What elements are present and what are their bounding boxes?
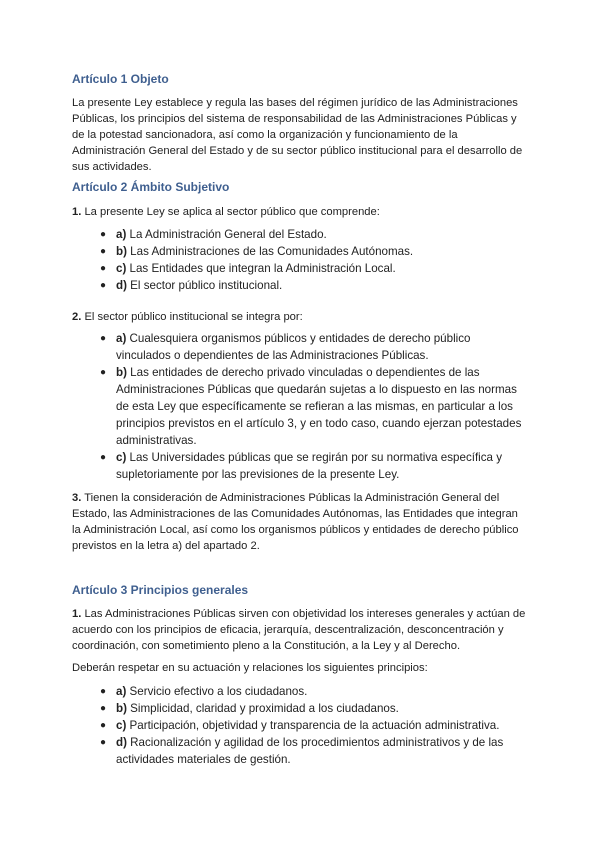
bullet-icon: ● bbox=[100, 720, 107, 731]
item-label: b) bbox=[116, 245, 127, 258]
item-label: d) bbox=[116, 736, 127, 749]
list-item bbox=[72, 449, 528, 483]
bullet-icon: ● bbox=[100, 229, 107, 240]
list-item bbox=[72, 700, 528, 717]
item-label: d) bbox=[116, 279, 127, 292]
item-text: Las Universidades públicas que se regirán por su normativa específica y supletoriamente por las previsiones de la presente Ley. bbox=[116, 451, 503, 481]
paragraph-text: La presente Ley se aplica al sector público que comprende: bbox=[81, 206, 380, 218]
item-text: Cualesquiera organismos públicos y entidades de derecho público vinculados o dependientes de las Administraciones Públicas. bbox=[116, 332, 471, 362]
bullet-icon: ● bbox=[100, 246, 107, 257]
bullet-icon: ● bbox=[100, 280, 107, 291]
item-text: Participación, objetividad y transparencia de la actuación administrativa. bbox=[126, 719, 500, 732]
paragraph-number: 2. bbox=[72, 311, 82, 323]
item-label: a) bbox=[116, 332, 127, 345]
list-item bbox=[72, 683, 528, 700]
paragraph-number: 1. bbox=[72, 206, 82, 218]
article-3-paragraph-1 bbox=[72, 606, 528, 654]
item-label: a) bbox=[116, 685, 127, 698]
article-2-paragraph-2 bbox=[72, 309, 528, 325]
item-text: Racionalización y agilidad de los procedimientos administrativos y de las actividades materiales de gestión. bbox=[116, 736, 504, 766]
item-text: Servicio efectivo a los ciudadanos. bbox=[126, 685, 308, 698]
article-2-heading: Artículo 2 Ámbito Subjetivo bbox=[72, 180, 230, 194]
bullet-icon: ● bbox=[100, 333, 107, 344]
list-item bbox=[72, 226, 528, 243]
item-text: La Administración General del Estado. bbox=[126, 228, 327, 241]
article-2-paragraph-3 bbox=[72, 490, 528, 554]
item-label: b) bbox=[116, 366, 127, 379]
paragraph-text: Tienen la consideración de Administraciones Públicas la Administración General del Estado, las Administraciones de las Comunidades Autónomas, las Entidades que integran la Administración Local, así como los organismos públicos y entidades de derecho público previstos en la letra a) del apartado 2. bbox=[72, 492, 519, 552]
list-item bbox=[72, 717, 528, 734]
article-3-paragraph-2: Deberán respetar en su actuación y relaciones los siguientes principios: bbox=[72, 662, 428, 674]
list-item bbox=[72, 260, 528, 277]
article-3-list bbox=[72, 683, 528, 768]
item-label: c) bbox=[116, 451, 127, 464]
bullet-icon: ● bbox=[100, 737, 107, 748]
bullet-icon: ● bbox=[100, 452, 107, 463]
item-text: Las entidades de derecho privado vinculadas o dependientes de las Administraciones Públicas que quedarán sujetas a lo dispuesto en las normas de esta Ley que específicamente se refieran a las mismas, en particular a los principios previstos en el artículo 3, y en todo caso, cuando ejerzan potestades administrativas. bbox=[116, 366, 522, 447]
list-item bbox=[72, 277, 528, 294]
bullet-icon: ● bbox=[100, 263, 107, 274]
article-1-heading: Artículo 1 Objeto bbox=[72, 72, 169, 86]
item-label: c) bbox=[116, 719, 127, 732]
list-item bbox=[72, 364, 528, 449]
list-item bbox=[72, 243, 528, 260]
paragraph-number: 3. bbox=[72, 492, 82, 504]
list-item bbox=[72, 330, 528, 364]
bullet-icon: ● bbox=[100, 367, 107, 378]
paragraph-text: El sector público institucional se integra por: bbox=[81, 311, 303, 323]
article-2-list-1 bbox=[72, 226, 528, 294]
item-label: a) bbox=[116, 228, 127, 241]
article-3-heading: Artículo 3 Principios generales bbox=[72, 583, 249, 597]
article-2-paragraph-1 bbox=[72, 204, 528, 220]
item-text: Las Administraciones de las Comunidades Autónomas. bbox=[126, 245, 414, 258]
item-label: c) bbox=[116, 262, 127, 275]
paragraph-number: 1. bbox=[72, 608, 82, 620]
paragraph-text: Las Administraciones Públicas sirven con objetividad los intereses generales y actúan de acuerdo con los principios de eficacia, jerarquía, descentralización, desconcentración y coordinación, con sometimiento pleno a la Constitución, a la Ley y al Derecho. bbox=[72, 608, 526, 652]
list-item bbox=[72, 734, 528, 768]
item-text: El sector público institucional. bbox=[126, 279, 283, 292]
item-text: Simplicidad, claridad y proximidad a los ciudadanos. bbox=[126, 702, 399, 715]
item-text: Las Entidades que integran la Administración Local. bbox=[126, 262, 396, 275]
bullet-icon: ● bbox=[100, 703, 107, 714]
bullet-icon: ● bbox=[100, 686, 107, 697]
item-label: b) bbox=[116, 702, 127, 715]
article-1-body: La presente Ley establece y regula las bases del régimen jurídico de las Administraciones Públicas, los principios del sistema de responsabilidad de las Administraciones Públicas y de la potestad sancionadora, así como la organización y funcionamiento de la Administración General del Estado y de su sector público institucional para el desarrollo de sus actividades. bbox=[72, 97, 523, 173]
article-2-list-2 bbox=[72, 330, 528, 483]
